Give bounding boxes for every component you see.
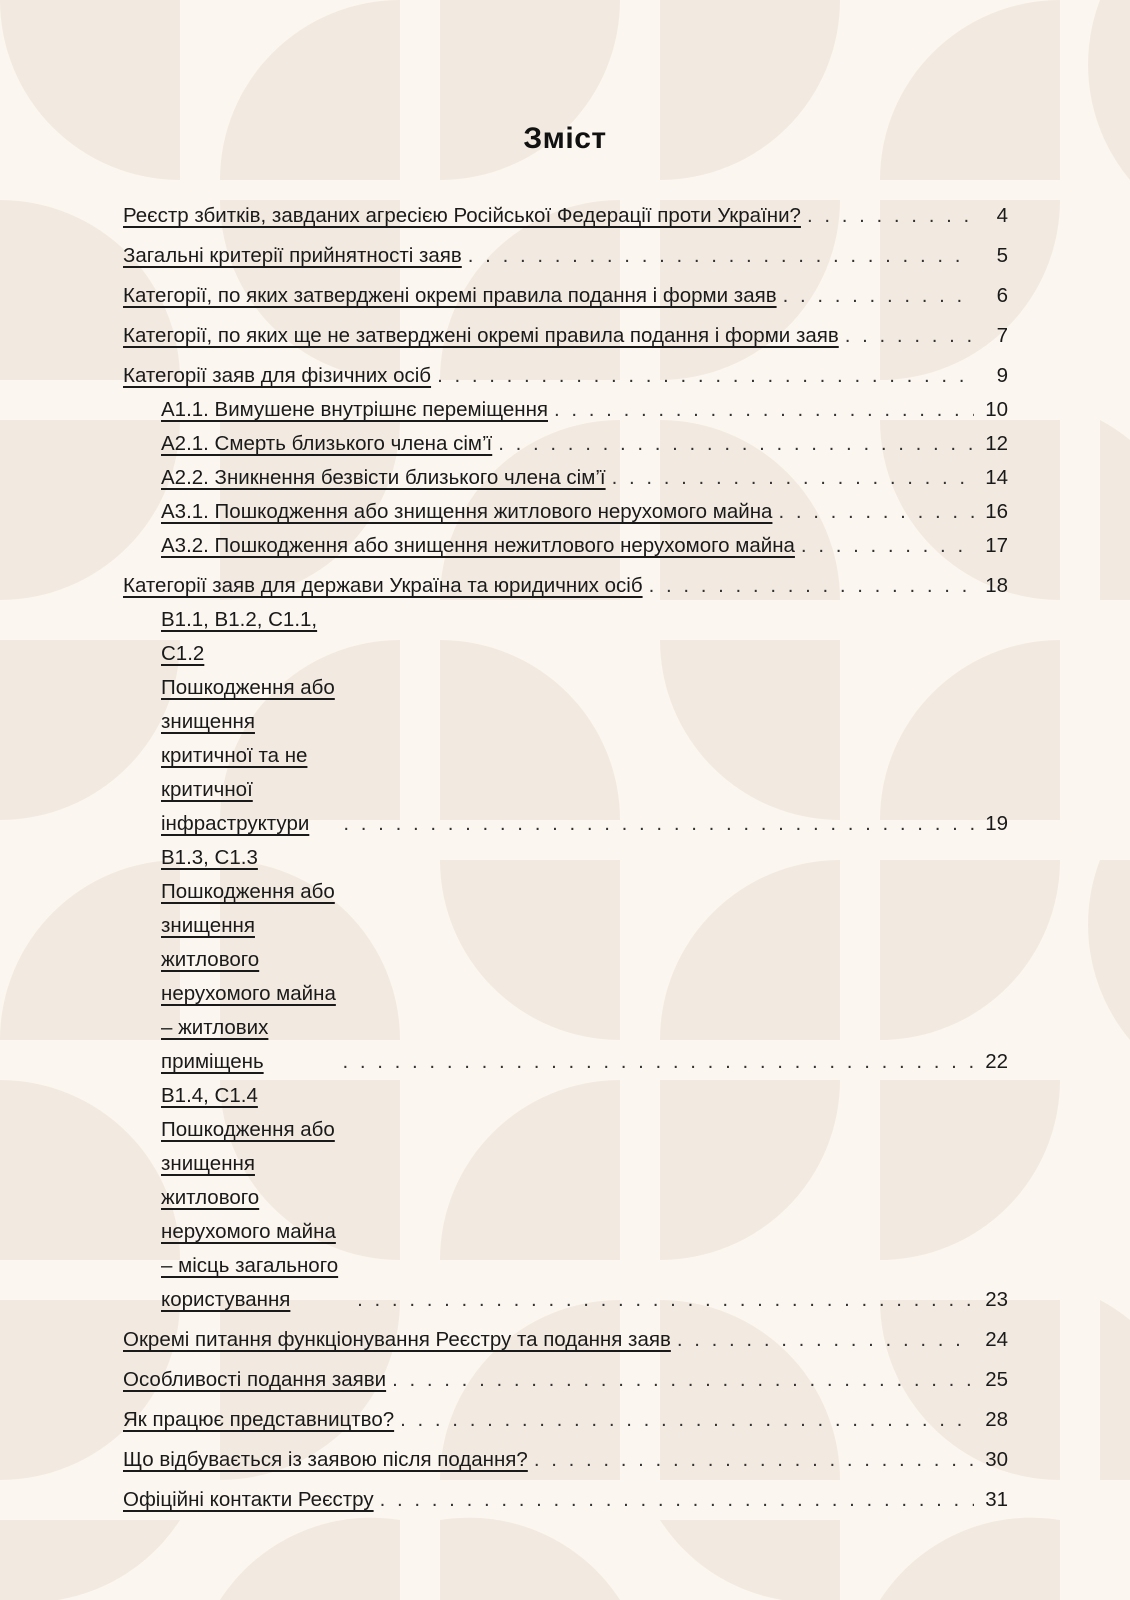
- toc-page-number: 10: [985, 398, 1008, 421]
- toc-link[interactable]: А1.1. Вимушене внутрішнє переміщення: [161, 398, 548, 421]
- toc-entry: [123, 199, 1008, 233]
- toc-entry: [123, 319, 1008, 353]
- dot-leader: [437, 359, 974, 393]
- dot-leader: [778, 495, 974, 529]
- dot-leader: [649, 569, 974, 603]
- toc-page-number: 7: [996, 324, 1008, 347]
- toc-link[interactable]: А2.1. Смерть близького члена сім’ї: [161, 432, 493, 455]
- toc-page-number: 16: [985, 500, 1008, 523]
- dot-leader: [468, 239, 974, 273]
- dot-leader: [400, 1403, 974, 1437]
- dot-leader: [801, 529, 974, 563]
- toc-page-number: 17: [985, 534, 1008, 557]
- toc-link[interactable]: А3.2. Пошкодження або знищення нежитлового нерухомого майна: [161, 534, 795, 557]
- dot-leader: [554, 393, 974, 427]
- toc-entry: [123, 239, 1008, 273]
- toc-link[interactable]: B1.1, B1.2, C1.1, C1.2 Пошкодження або знищення критичної та не критичної інфраструктури: [161, 608, 335, 835]
- toc-entry: [123, 1443, 1008, 1477]
- toc-link[interactable]: Загальні критерії прийнятності заяв: [123, 244, 462, 267]
- toc-link[interactable]: А2.2. Зникнення безвісти близького члена сім’ї: [161, 466, 606, 489]
- toc-page-number: 14: [985, 466, 1008, 489]
- toc-link[interactable]: Окремі питання функціонування Реєстру та подання заяв: [123, 1328, 671, 1351]
- toc-page-number: 12: [985, 432, 1008, 455]
- toc-page-number: 19: [985, 812, 1008, 835]
- toc-page-number: 4: [996, 204, 1008, 227]
- toc-link[interactable]: Категорії, по яких затверджені окремі правила подання і форми заяв: [123, 284, 777, 307]
- dot-leader: [807, 199, 974, 233]
- toc-page-number: 31: [985, 1488, 1008, 1511]
- toc-page-number: 22: [985, 1050, 1008, 1073]
- toc-page-number: 18: [985, 574, 1008, 597]
- toc-subentry: [123, 461, 1008, 495]
- toc-link[interactable]: Як працює представництво?: [123, 1408, 395, 1431]
- table-of-contents: [123, 199, 1008, 1517]
- dot-leader: [498, 427, 974, 461]
- toc-subentry: [123, 841, 1008, 1079]
- toc-subentry: [123, 427, 1008, 461]
- toc-entry: [123, 1363, 1008, 1397]
- dot-leader: [357, 1283, 974, 1317]
- dot-leader: [342, 1045, 974, 1079]
- toc-subentry: [123, 529, 1008, 563]
- dot-leader: [845, 319, 974, 353]
- toc-page-number: 6: [996, 284, 1008, 307]
- toc-link[interactable]: Категорії заяв для держави Україна та юридичних осіб: [123, 574, 643, 597]
- toc-entry: [123, 279, 1008, 313]
- toc-link[interactable]: Реєстр збитків, завданих агресією Російської Федерації проти України?: [123, 204, 801, 227]
- dot-leader: [343, 807, 974, 841]
- toc-link[interactable]: B1.4, C1.4 Пошкодження або знищення житлового нерухомого майна – місць загального користування: [161, 1084, 339, 1311]
- dot-leader: [612, 461, 974, 495]
- toc-entry: [123, 1323, 1008, 1357]
- toc-entry: [123, 1483, 1008, 1517]
- toc-entry: [123, 1403, 1008, 1437]
- dot-leader: [534, 1443, 974, 1477]
- page-title: Зміст: [523, 122, 607, 155]
- toc-page-number: 5: [996, 244, 1008, 267]
- toc-link[interactable]: Категорії, по яких ще не затверджені окремі правила подання і форми заяв: [123, 324, 839, 347]
- toc-link[interactable]: Особливості подання заяви: [123, 1368, 387, 1391]
- toc-page-number: 25: [985, 1368, 1008, 1391]
- toc-link[interactable]: Офіційні контакти Реєстру: [123, 1488, 374, 1511]
- dot-leader: [380, 1483, 974, 1517]
- toc-page-number: 24: [985, 1328, 1008, 1351]
- toc-page-number: 30: [985, 1448, 1008, 1471]
- toc-subentry: [123, 603, 1008, 841]
- toc-link[interactable]: Що відбувається із заявою після подання?: [123, 1448, 528, 1471]
- toc-page-number: 23: [985, 1288, 1008, 1311]
- dot-leader: [677, 1323, 974, 1357]
- toc-page-number: 28: [985, 1408, 1008, 1431]
- toc-subentry: [123, 1079, 1008, 1317]
- dot-leader: [783, 279, 974, 313]
- toc-link[interactable]: Категорії заяв для фізичних осіб: [123, 364, 432, 387]
- toc-subentry: [123, 393, 1008, 427]
- toc-link[interactable]: А3.1. Пошкодження або знищення житлового нерухомого майна: [161, 500, 773, 523]
- toc-entry: [123, 569, 1008, 603]
- toc-link[interactable]: B1.3, C1.3 Пошкодження або знищення житлового нерухомого майна – житлових приміщень: [161, 846, 336, 1073]
- dot-leader: [392, 1363, 974, 1397]
- toc-subentry: [123, 495, 1008, 529]
- toc-page-number: 9: [996, 364, 1008, 387]
- toc-entry: [123, 359, 1008, 393]
